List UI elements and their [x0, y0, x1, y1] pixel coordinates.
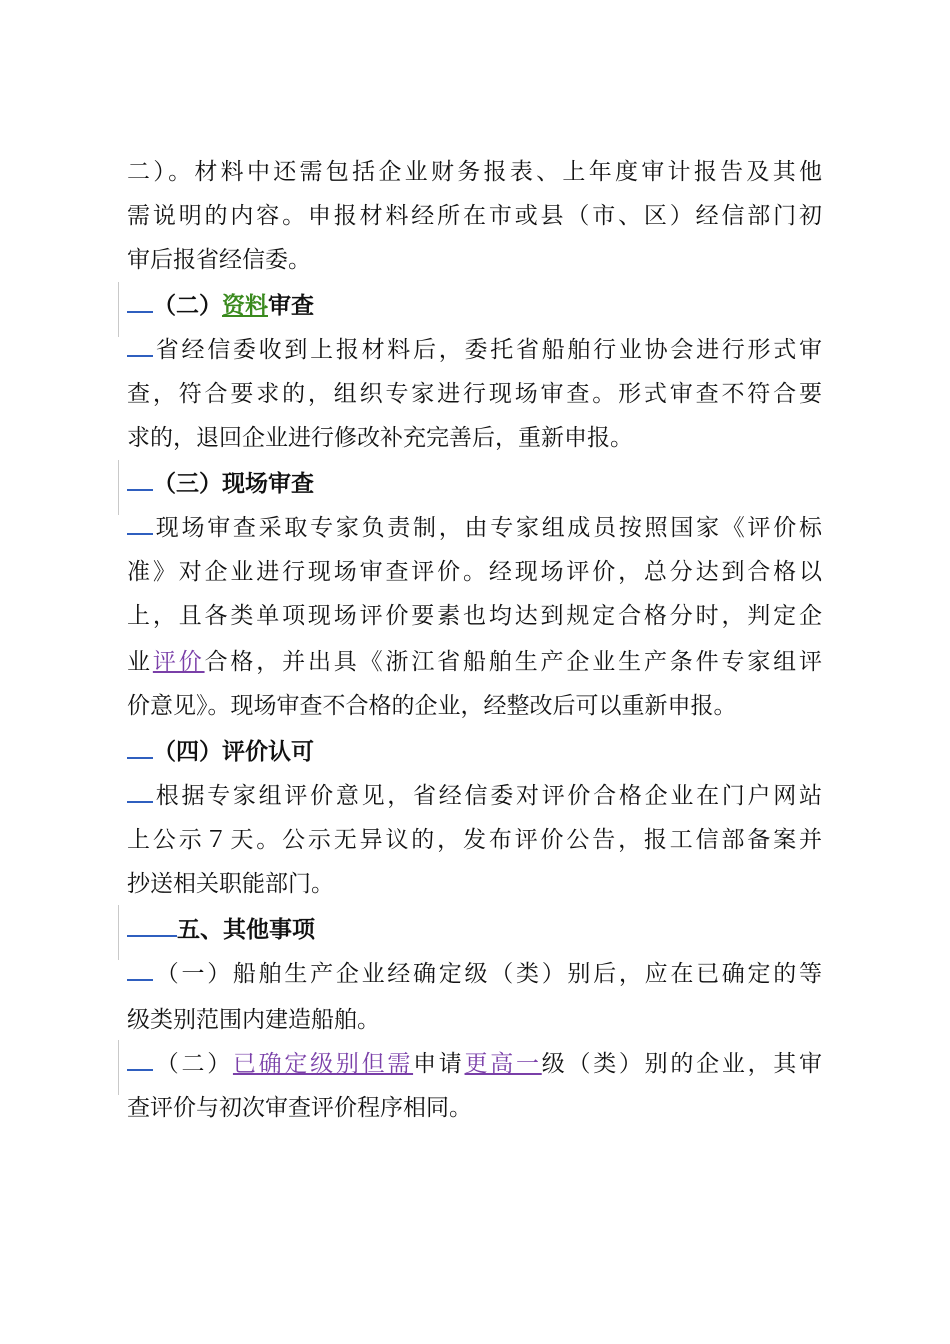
paragraph-line: 需说明的内容。申报材料经所在市或县（市、区）经信部门初: [127, 203, 822, 229]
paragraph-text: 根据专家组评价意见，省经信委对评价合格企业在门户网站: [153, 783, 822, 809]
materials-link[interactable]: 资料: [222, 293, 268, 319]
revision-bar: [118, 1040, 119, 1095]
heading-text: 五、其他事项: [177, 917, 315, 943]
revision-bar: [118, 905, 119, 960]
paragraph-line: [127, 640, 822, 684]
paragraph-line: [127, 952, 822, 996]
paragraph-line: [127, 328, 822, 372]
heading-prefix: （二）: [153, 293, 222, 319]
evaluation-link[interactable]: 评价: [152, 649, 205, 675]
paragraph-line: 求的，退回企业进行修改补充完善后，重新申报。: [127, 425, 633, 451]
paragraph-line: 抄送相关职能部门。: [127, 871, 334, 897]
paragraph-text: （二）: [153, 1051, 233, 1077]
insertion-mark: [127, 511, 153, 535]
paragraph-line: 审后报省经信委。: [127, 247, 311, 273]
paragraph-line: 查评价与初次审查评价程序相同。: [127, 1095, 472, 1121]
insertion-mark: [127, 289, 153, 313]
determined-level-link[interactable]: 已确定级别但需: [232, 1051, 414, 1077]
paragraph-line: 上公示７天。公示无异议的，发布评价公告，报工信部备案并: [127, 827, 822, 853]
paragraph-text: 申请: [413, 1051, 465, 1077]
insertion-mark: [127, 913, 177, 937]
paragraph-text: 省经信委收到上报材料后，委托省船舶行业协会进行形式审: [153, 337, 822, 363]
insertion-mark: [127, 779, 153, 803]
insertion-mark: [127, 333, 153, 357]
paragraph-line: [127, 1042, 822, 1086]
heading-text: （四）评价认可: [153, 739, 314, 765]
paragraph-text: 级（类）别的企业，其审: [541, 1051, 822, 1077]
paragraph-line: 上，且各类单项现场评价要素也均达到规定合格分时，判定企: [127, 603, 822, 629]
paragraph-line: 级类别范围内建造船舶。: [127, 1007, 380, 1033]
insertion-mark: [127, 735, 153, 759]
paragraph-text: 业: [127, 649, 153, 675]
revision-bar: [118, 282, 119, 337]
heading-suffix: 审查: [268, 293, 314, 319]
insertion-mark: [127, 1047, 153, 1071]
paragraph-line: 二）。材料中还需包括企业财务报表、上年度审计报告及其他: [127, 159, 822, 185]
paragraph-line: [127, 506, 822, 550]
paragraph-line: [127, 774, 822, 818]
heading-text: （三）现场审查: [153, 471, 314, 497]
paragraph-text: 合格，并出具《浙江省船舶生产企业生产条件专家组评: [204, 649, 822, 675]
paragraph-line: 准》对企业进行现场审查评价。经现场评价，总分达到合格以: [127, 559, 822, 585]
section-heading-2: [127, 284, 822, 328]
section-heading-4: [127, 730, 822, 774]
paragraph-line: 查，符合要求的，组织专家进行现场审查。形式审查不符合要: [127, 381, 822, 407]
insertion-mark: [127, 467, 153, 491]
revision-bar: [118, 460, 119, 515]
section-heading-5: [127, 908, 822, 952]
paragraph-line: 价意见》。现场审查不合格的企业，经整改后可以重新申报。: [127, 693, 737, 719]
insertion-mark: [127, 957, 153, 981]
paragraph-text: （一）船舶生产企业经确定级（类）别后，应在已确定的等: [153, 961, 822, 987]
paragraph-text: 现场审查采取专家负责制，由专家组成员按照国家《评价标: [153, 515, 822, 541]
section-heading-3: [127, 462, 822, 506]
higher-level-link[interactable]: 更高一: [464, 1051, 542, 1077]
